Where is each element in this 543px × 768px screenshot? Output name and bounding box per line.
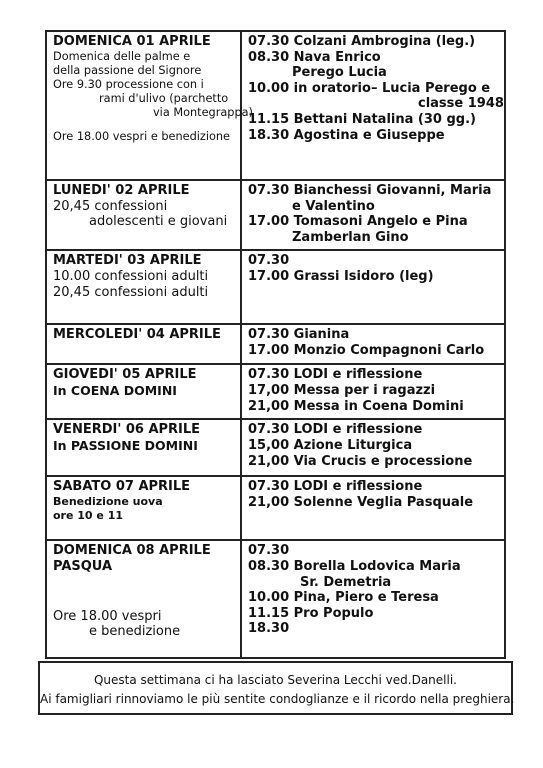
day-note: via Montegrappa) (153, 105, 253, 119)
schedule-row-friday (46, 419, 505, 476)
day-note: rami d'ulivo (parchetto (99, 91, 229, 105)
day-cell (46, 476, 241, 540)
mass-entry: 07.30 Colzani Ambrogina (leg.) (248, 34, 476, 49)
condolence-notice (38, 661, 513, 715)
day-note: 20,45 confessioni (53, 198, 168, 214)
mass-entry: 18.30 Agostina e Giuseppe (248, 127, 445, 143)
day-note: Ore 18.00 vespri (53, 608, 162, 624)
notice-line: Ai famigliari rinnoviamo le più sentite condoglianze e il ricordo nella preghiera. (40, 692, 515, 706)
mass-entry: 07.30 LODI e riflessione (248, 367, 423, 383)
mass-cell (241, 476, 505, 540)
mass-entry: 17,00 Messa per i ragazzi (248, 382, 436, 398)
mass-entry: 17.00 Monzio Compagnoni Carlo (248, 342, 485, 358)
day-subtitle: In COENA DOMINI (53, 382, 177, 398)
schedule-row-tuesday (46, 250, 505, 324)
mass-entry: Zamberlan Gino (292, 229, 409, 245)
mass-entry: 21,00 Messa in Coena Domini (248, 398, 464, 414)
mass-cell (241, 364, 505, 419)
day-cell (46, 364, 241, 419)
mass-entry: 21,00 Via Crucis e processione (248, 453, 473, 469)
day-title: SABATO 07 APRILE (53, 479, 191, 495)
mass-entry: 15,00 Azione Liturgica (248, 437, 413, 453)
mass-cell (241, 180, 505, 250)
mass-entry: Sr. Demetria (300, 574, 392, 590)
mass-entry: 11.15 Pro Populo (248, 605, 374, 621)
schedule-row-thursday (46, 364, 505, 419)
day-title: MARTEDI' 03 APRILE (53, 253, 202, 269)
day-note: 10.00 confessioni adulti (53, 268, 209, 284)
mass-entry: 08.30 Nava Enrico (248, 49, 381, 65)
mass-entry: 07.30 (248, 543, 290, 559)
day-note: Ore 18.00 vespri e benedizione (53, 129, 230, 143)
day-note: Ore 9.30 processione con i (53, 77, 204, 91)
day-cell (46, 180, 241, 250)
schedule-row-monday (46, 180, 505, 250)
day-cell (46, 31, 253, 180)
mass-cell (241, 540, 505, 658)
mass-schedule-table (45, 30, 506, 659)
day-note: ore 10 e 11 (53, 508, 124, 522)
day-note: della passione del Signore (53, 63, 202, 77)
mass-entry: 07.30 Gianina (248, 327, 350, 343)
mass-entry: 07.30 LODI e riflessione (248, 422, 423, 438)
schedule-row-sunday-01 (46, 31, 505, 180)
day-title: GIOVEDI' 05 APRILE (53, 367, 197, 383)
day-title: DOMENICA 01 APRILE (53, 34, 211, 49)
mass-entry: 11.15 Bettani Natalina (30 gg.) (248, 111, 476, 127)
mass-entry: 10.00 in oratorio– Lucia Perego e (248, 80, 491, 96)
mass-entry: 17.00 Grassi Isidoro (leg) (248, 268, 434, 284)
day-title: DOMENICA 08 APRILE (53, 543, 211, 559)
mass-entry: classe 1948 (418, 96, 504, 112)
mass-cell (241, 250, 505, 324)
schedule-row-saturday (46, 476, 505, 540)
mass-entry: 07.30 Bianchessi Giovanni, Maria (248, 183, 492, 198)
notice-line: Questa settimana ci ha lasciato Severina Lecchi ved.Danelli. (93, 673, 457, 687)
mass-entry: Perego Lucia (292, 65, 387, 81)
mass-entry: 18.30 (248, 621, 290, 637)
schedule-row-sunday-08 (46, 540, 505, 658)
day-subtitle: In PASSIONE DOMINI (53, 437, 198, 453)
mass-entry: 17.00 Tomasoni Angelo e Pina (248, 214, 468, 230)
day-title: VENERDI' 06 APRILE (53, 422, 201, 438)
mass-entry: 21,00 Solenne Veglia Pasquale (248, 494, 474, 510)
mass-entry: 08.30 Borella Lodovica Maria (248, 558, 461, 574)
mass-entry: 10.00 Pina, Piero e Teresa (248, 590, 439, 606)
mass-entry: 07.30 LODI e riflessione (248, 479, 423, 495)
mass-cell (241, 419, 505, 476)
day-note: e benedizione (89, 624, 181, 640)
mass-cell (241, 324, 505, 364)
day-cell (46, 419, 241, 476)
mass-entry: 07.30 (248, 253, 290, 269)
day-cell (46, 540, 241, 658)
day-cell (46, 324, 241, 364)
day-title: LUNEDI' 02 APRILE (53, 183, 190, 198)
day-note: 20,45 confessioni adulti (53, 284, 209, 300)
day-note: Domenica delle palme e (53, 49, 191, 63)
day-note: Benedizione uova (53, 494, 163, 508)
day-title: MERCOLEDI' 04 APRILE (53, 327, 221, 343)
day-subtitle: PASQUA (53, 558, 113, 574)
mass-cell (241, 31, 505, 180)
schedule-row-wednesday (46, 324, 505, 364)
day-note: adolescenti e giovani (89, 214, 228, 230)
day-cell (46, 250, 241, 324)
mass-entry: e Valentino (292, 198, 375, 214)
